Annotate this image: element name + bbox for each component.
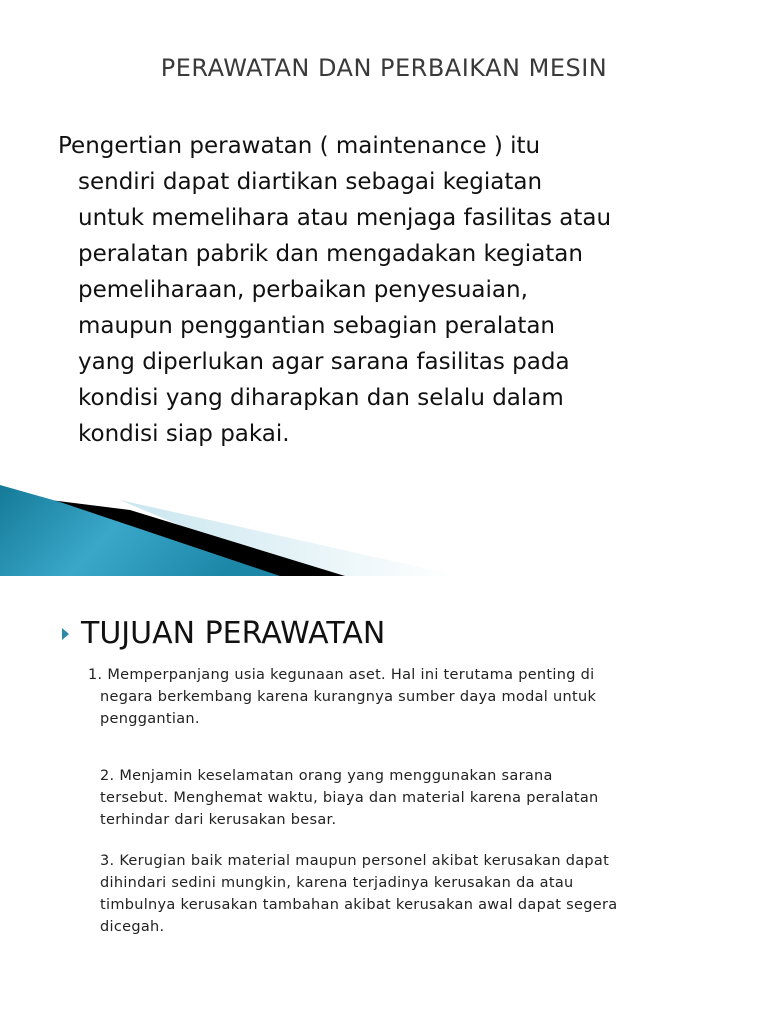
- objective-item-2: [100, 765, 599, 831]
- objectives-heading: [62, 616, 385, 651]
- paragraph-line: yang diperlukan agar sarana fasilitas pada: [78, 349, 570, 375]
- item-line: terhindar dari kerusakan besar.: [100, 812, 337, 828]
- item-line: dihindari sedini mungkin, karena terjadinya kerusakan da atau: [100, 875, 574, 891]
- paragraph-text: ( maintenance ) itu: [312, 133, 541, 159]
- item-line: timbulnya kerusakan tambahan akibat kerusakan awal dapat segera: [100, 897, 618, 913]
- item-line: dicegah.: [100, 919, 165, 935]
- paragraph-line: peralatan pabrik dan mengadakan kegiatan: [78, 241, 583, 267]
- slide-title: PERAWATAN DAN PERBAIKAN MESIN: [160, 54, 608, 82]
- paragraph-line: untuk memelihara atau menjaga fasilitas atau: [78, 205, 612, 231]
- paragraph-line: [58, 128, 611, 164]
- objective-item-3: [100, 850, 617, 938]
- decorative-wedge: [0, 470, 460, 576]
- item-line: penggantian.: [100, 711, 200, 727]
- objective-item-1: [88, 664, 597, 730]
- paragraph-line: sendiri dapat diartikan sebagai kegiatan: [78, 169, 543, 195]
- paragraph-line: pemeliharaan, perbaikan penyesuaian,: [78, 277, 528, 303]
- item-line: 3. Kerugian baik material maupun personel akibat kerusakan dapat: [100, 853, 610, 869]
- item-line: 2. Menjamin keselamatan orang yang menggunakan sarana: [100, 768, 553, 784]
- paragraph-line: kondisi siap pakai.: [78, 421, 290, 447]
- item-line: tersebut. Menghemat waktu, biaya dan material karena peralatan: [100, 790, 599, 806]
- slide-objectives: [0, 588, 768, 1024]
- paragraph-line: maupun penggantian sebagian peralatan: [78, 313, 556, 339]
- bullet-arrow-icon: [62, 628, 69, 640]
- item-line: negara berkembang karena kurangnya sumber daya modal untuk: [100, 689, 597, 705]
- heading-text: TUJUAN PERAWATAN: [81, 616, 386, 651]
- paragraph-line: kondisi yang diharapkan dan selalu dalam: [78, 385, 564, 411]
- item-line: 1. Memperpanjang usia kegunaan aset. Hal ini terutama penting di: [88, 667, 595, 683]
- definition-paragraph: [58, 128, 611, 452]
- definition-term: Pengertian perawatan: [58, 133, 313, 159]
